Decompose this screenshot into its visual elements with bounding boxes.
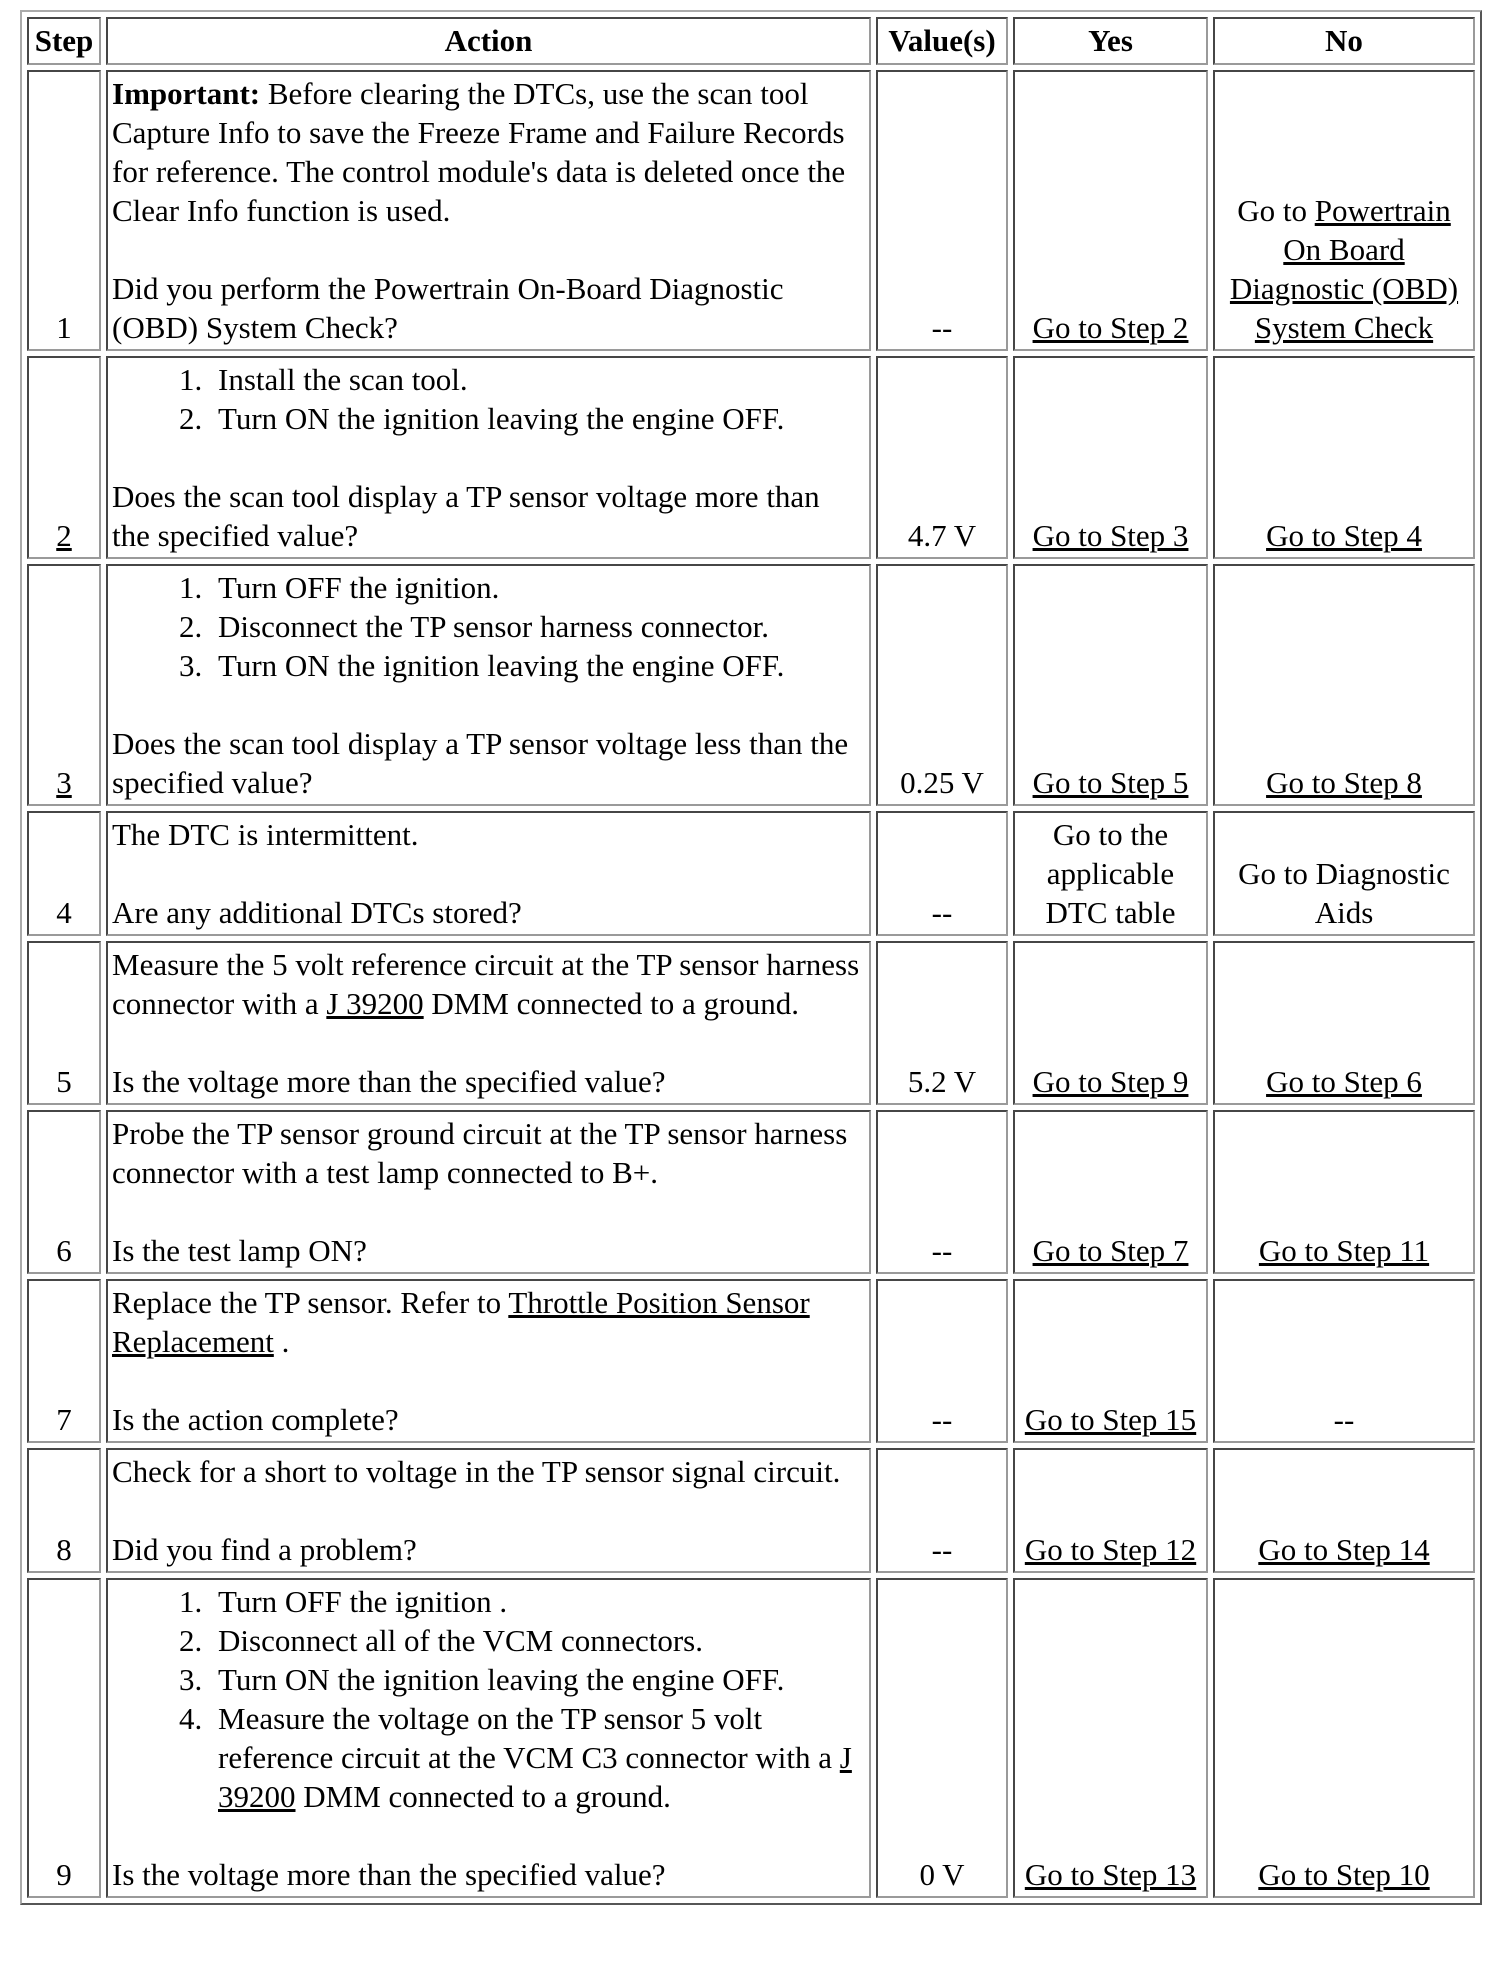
action-steps xyxy=(112,360,865,438)
list-item-text: DMM connected to a ground. xyxy=(295,1779,671,1814)
action-question: Does the scan tool display a TP sensor voltage less than the specified value? xyxy=(112,726,849,800)
list-item: 2. Disconnect all of the VCM connectors. xyxy=(210,1621,865,1660)
action-question: Did you find a problem? xyxy=(112,1532,417,1567)
no-prefix: Go to xyxy=(1237,193,1315,228)
action-text: DMM connected to a ground. xyxy=(423,986,800,1021)
action-cell xyxy=(106,70,871,351)
header-row xyxy=(27,17,1475,65)
no-link[interactable]: Powertrain On Board Diagnostic (OBD) System Check xyxy=(1229,193,1459,345)
no-link[interactable]: Go to Step 10 xyxy=(1258,1857,1430,1892)
table-row xyxy=(27,1578,1475,1898)
action-question: Does the scan tool display a TP sensor voltage more than the specified value? xyxy=(112,479,820,553)
no-link[interactable]: Go to Step 6 xyxy=(1266,1064,1422,1099)
value-cell: 4.7 V xyxy=(876,356,1008,559)
table-row xyxy=(27,811,1475,936)
important-label: Important: xyxy=(112,76,261,111)
action-text: Check for a short to voltage in the TP sensor signal circuit. xyxy=(112,1454,841,1489)
yes-cell xyxy=(1013,1578,1208,1898)
table-row xyxy=(27,1448,1475,1573)
yes-cell xyxy=(1013,70,1208,351)
action-text: Probe the TP sensor ground circuit at the TP sensor harness connector with a test lamp connected to B+. xyxy=(112,1116,848,1190)
yes-cell xyxy=(1013,356,1208,559)
table-row xyxy=(27,1110,1475,1274)
yes-link[interactable]: Go to Step 7 xyxy=(1032,1233,1189,1268)
diagnostic-table xyxy=(20,10,1482,1905)
yes-link[interactable]: Go to Step 12 xyxy=(1024,1532,1197,1567)
value-cell: -- xyxy=(876,1110,1008,1274)
procedure-link[interactable]: Throttle Position Sensor Replacement xyxy=(112,1285,810,1359)
yes-link[interactable]: Go to Step 2 xyxy=(1032,310,1189,345)
list-item-text: Measure the voltage on the TP sensor 5 volt reference circuit at the VCM C3 connector with a xyxy=(218,1701,840,1775)
yes-link[interactable]: Go to Step 5 xyxy=(1032,765,1189,800)
no-link[interactable]: Go to Step 11 xyxy=(1258,1233,1430,1268)
value-cell: -- xyxy=(876,70,1008,351)
table-row xyxy=(27,1279,1475,1443)
value-cell: -- xyxy=(876,811,1008,936)
action-steps xyxy=(112,568,865,685)
action-cell xyxy=(106,564,871,806)
yes-cell xyxy=(1013,564,1208,806)
yes-link[interactable]: Go to Step 13 xyxy=(1024,1857,1197,1892)
action-question: Is the action complete? xyxy=(112,1402,399,1437)
action-cell xyxy=(106,1110,871,1274)
list-item: 1. Install the scan tool. xyxy=(210,360,865,399)
action-question: Are any additional DTCs stored? xyxy=(112,895,522,930)
value-cell: 0.25 V xyxy=(876,564,1008,806)
no-link[interactable]: Go to Step 8 xyxy=(1266,765,1422,800)
yes-cell xyxy=(1013,1448,1208,1573)
important-text: Before clearing the DTCs, use the scan tool Capture Info to save the Freeze Frame and Failure Records for reference. The control module's data is deleted once the Clear Info function is used. xyxy=(112,76,846,228)
action-cell xyxy=(106,1279,871,1443)
header-values: Value(s) xyxy=(876,17,1008,65)
action-text: Measure the 5 volt reference circuit at the TP sensor harness connector with a xyxy=(112,947,860,1021)
step-number-link[interactable]: 3 xyxy=(27,564,101,806)
action-cell xyxy=(106,1448,871,1573)
header-yes: Yes xyxy=(1013,17,1208,65)
header-action: Action xyxy=(106,17,871,65)
step-number-link[interactable]: 2 xyxy=(27,356,101,559)
action-steps xyxy=(112,1582,865,1816)
action-question: Is the voltage more than the specified value? xyxy=(112,1857,666,1892)
no-cell xyxy=(1213,941,1475,1105)
tool-link[interactable]: J 39200 xyxy=(218,1740,852,1814)
no-cell xyxy=(1213,1110,1475,1274)
list-item: 1. Turn OFF the ignition. xyxy=(210,568,865,607)
step-number: 7 xyxy=(27,1279,101,1443)
step-number: 1 xyxy=(27,70,101,351)
no-cell: Go to Diagnostic Aids xyxy=(1213,811,1475,936)
action-text: The DTC is intermittent. xyxy=(112,817,419,852)
no-cell xyxy=(1213,1448,1475,1573)
no-cell xyxy=(1213,356,1475,559)
header-no: No xyxy=(1213,17,1475,65)
list-item: 1. Turn OFF the ignition . xyxy=(210,1582,865,1621)
yes-cell: Go to the applicable DTC table xyxy=(1013,811,1208,936)
action-cell xyxy=(106,356,871,559)
no-link[interactable]: Go to Step 14 xyxy=(1258,1532,1430,1567)
step-number: 9 xyxy=(27,1578,101,1898)
yes-cell xyxy=(1013,1279,1208,1443)
list-item: 2. Disconnect the TP sensor harness connector. xyxy=(210,607,865,646)
value-cell: -- xyxy=(876,1279,1008,1443)
no-cell xyxy=(1213,70,1475,351)
list-item: 3. Turn ON the ignition leaving the engine OFF. xyxy=(210,1660,865,1699)
value-cell: -- xyxy=(876,1448,1008,1573)
no-link[interactable]: Go to Step 4 xyxy=(1266,518,1422,553)
action-question: Is the voltage more than the specified value? xyxy=(112,1064,666,1099)
value-cell: 5.2 V xyxy=(876,941,1008,1105)
yes-link[interactable]: Go to Step 9 xyxy=(1032,1064,1189,1099)
step-number: 5 xyxy=(27,941,101,1105)
step-number: 4 xyxy=(27,811,101,936)
table-row xyxy=(27,564,1475,806)
value-cell: 0 V xyxy=(876,1578,1008,1898)
table-row xyxy=(27,941,1475,1105)
yes-link[interactable]: Go to Step 3 xyxy=(1032,518,1189,553)
action-cell xyxy=(106,811,871,936)
tool-link[interactable]: J 39200 xyxy=(326,986,424,1021)
no-cell: -- xyxy=(1213,1279,1475,1443)
list-item: 3. Turn ON the ignition leaving the engine OFF. xyxy=(210,646,865,685)
header-step: Step xyxy=(27,17,101,65)
action-cell xyxy=(106,1578,871,1898)
action-question: Did you perform the Powertrain On-Board Diagnostic (OBD) System Check? xyxy=(112,271,784,345)
table-row xyxy=(27,70,1475,351)
table-row xyxy=(27,356,1475,559)
step-number: 8 xyxy=(27,1448,101,1573)
list-item: 2. Turn ON the ignition leaving the engine OFF. xyxy=(210,399,865,438)
action-cell xyxy=(106,941,871,1105)
action-text: . xyxy=(273,1324,290,1359)
yes-link[interactable]: Go to Step 15 xyxy=(1024,1402,1197,1437)
action-text: Replace the TP sensor. Refer to xyxy=(112,1285,509,1320)
list-item xyxy=(210,1699,865,1816)
step-number: 6 xyxy=(27,1110,101,1274)
no-cell xyxy=(1213,564,1475,806)
action-question: Is the test lamp ON? xyxy=(112,1233,367,1268)
yes-cell xyxy=(1013,1110,1208,1274)
yes-cell xyxy=(1013,941,1208,1105)
no-cell xyxy=(1213,1578,1475,1898)
